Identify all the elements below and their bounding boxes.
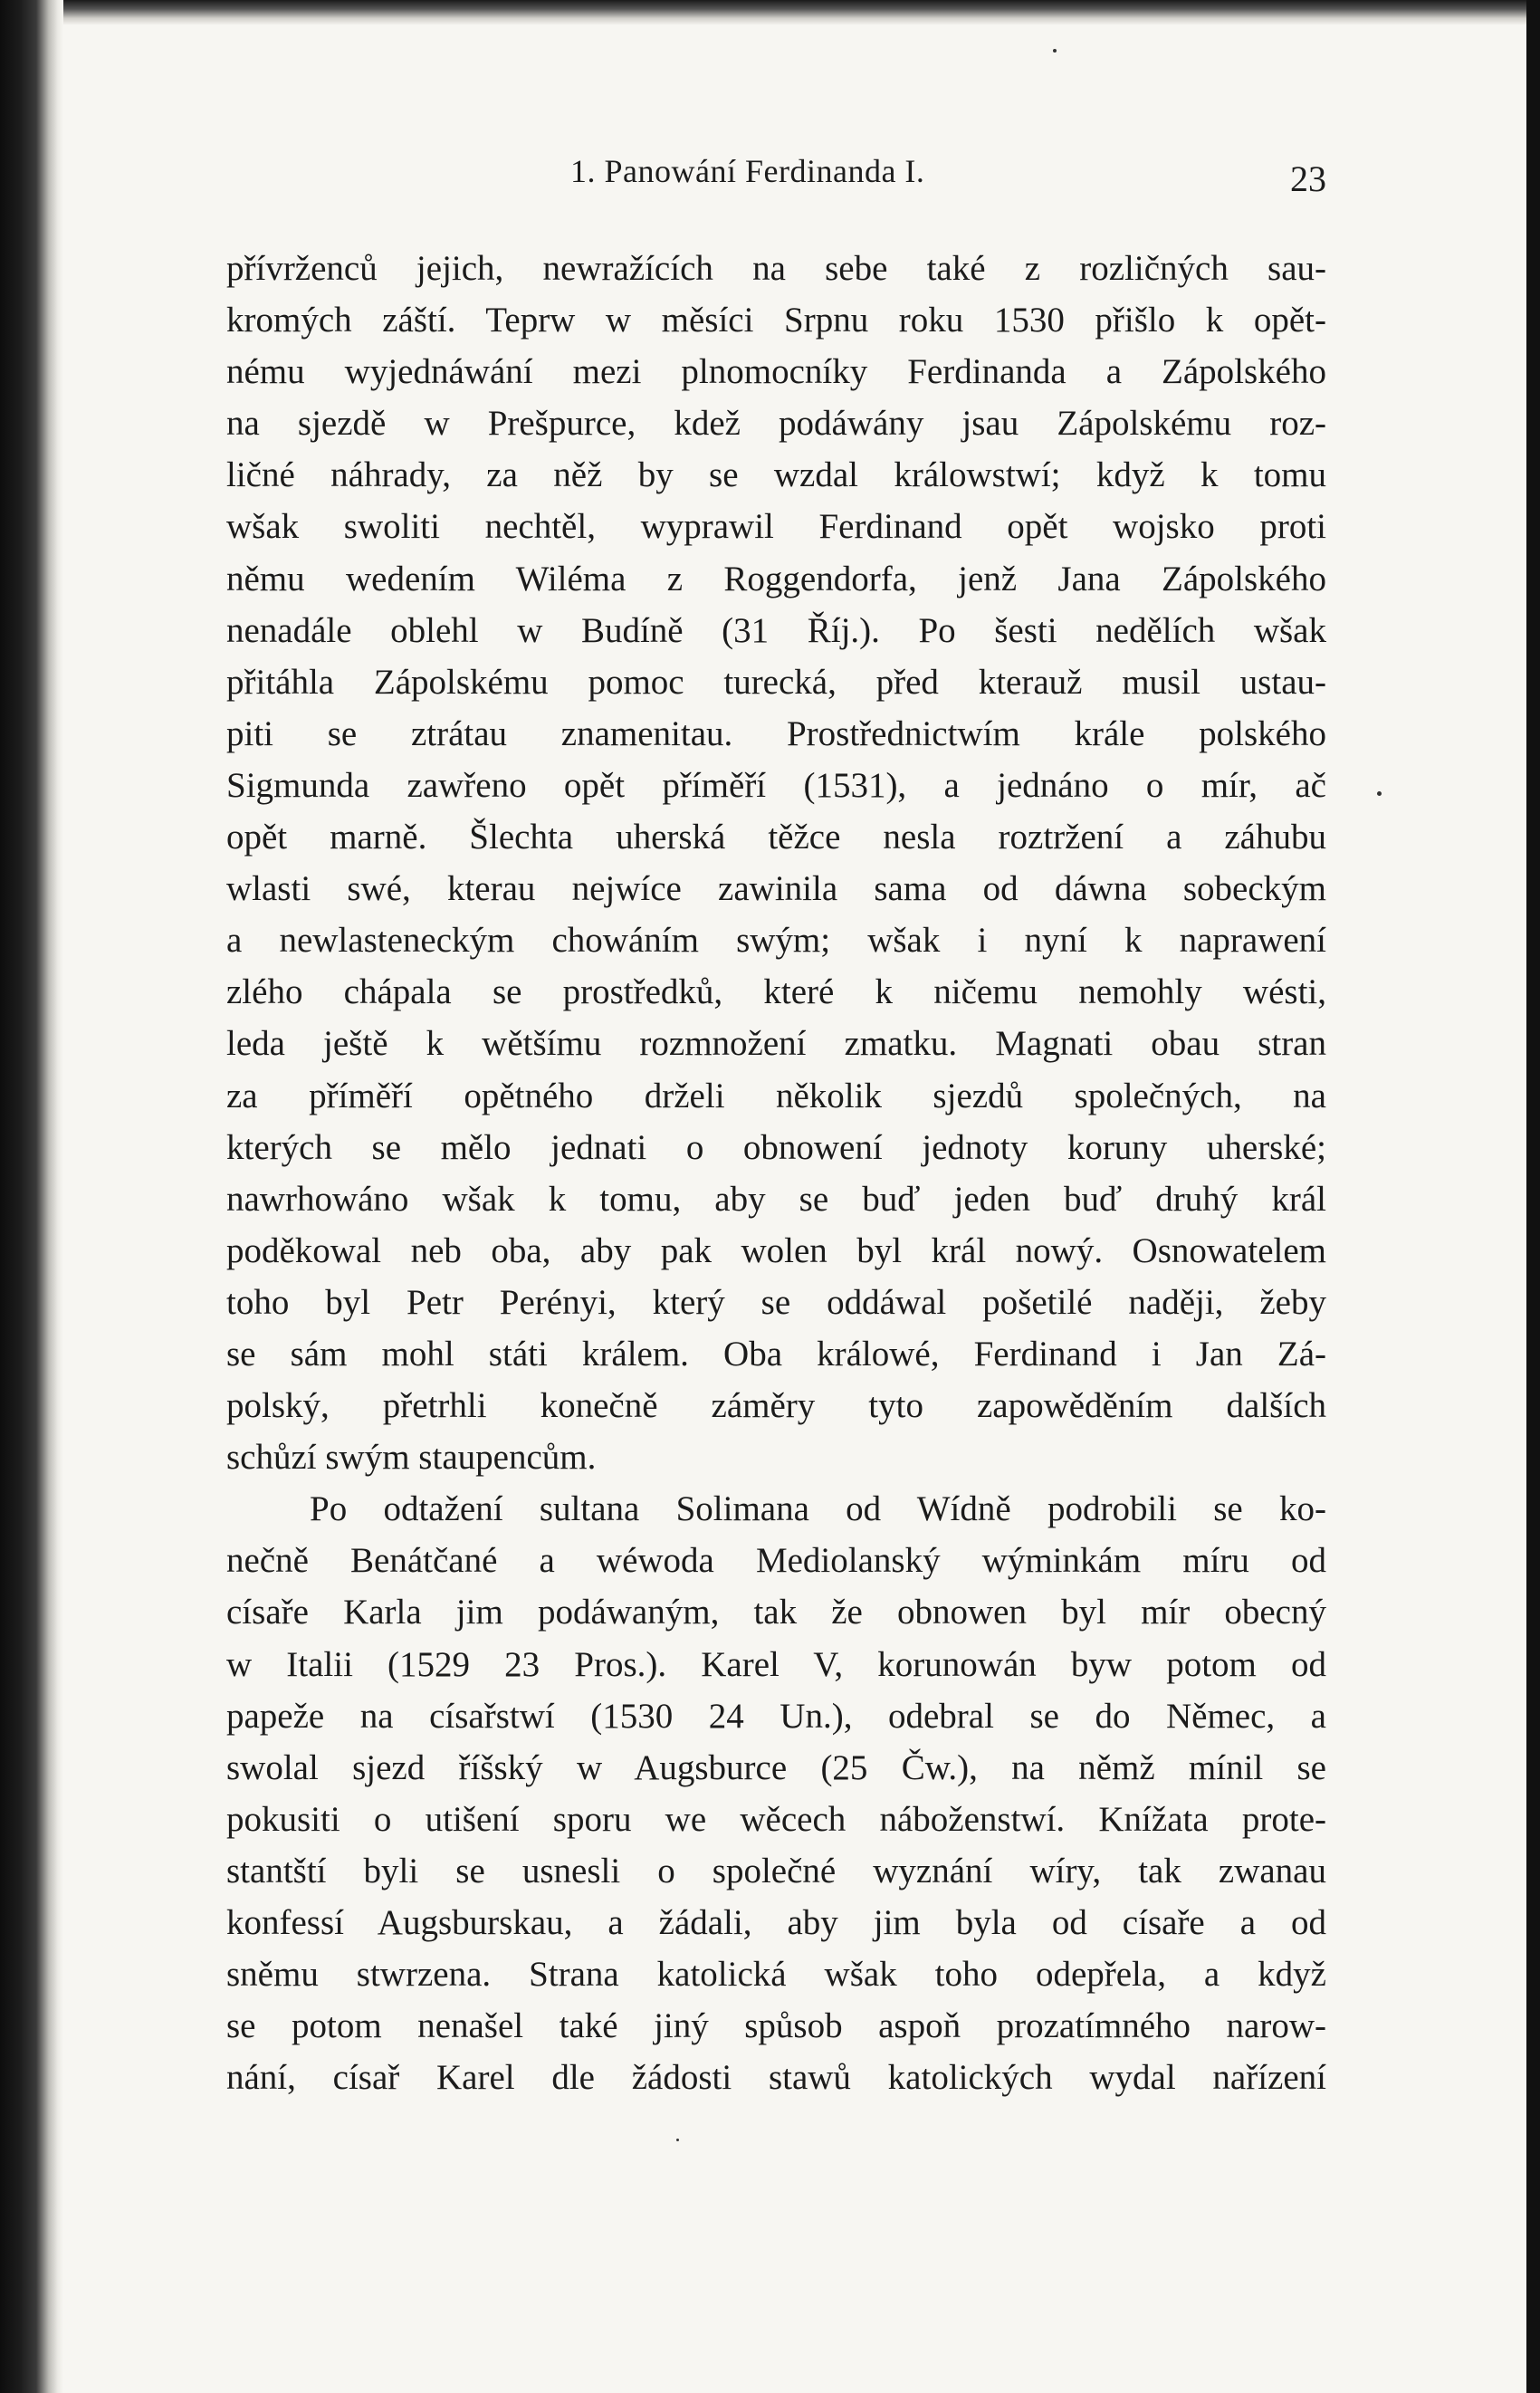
- text-line: se sám mohl státi králem. Oba králowé, Ferdinand i Jan Zá-: [226, 1334, 1326, 1374]
- scan-speck: [1377, 791, 1382, 796]
- text-line: se potom nenašel také jiný spůsob aspoň prozatímného narow-: [226, 2006, 1326, 2046]
- binding-gutter: [0, 0, 63, 2393]
- body-text: [226, 243, 1326, 2103]
- text-line: nečně Benátčané a wéwoda Mediolanský wýminkám míru od: [226, 1541, 1326, 1581]
- text-line: poděkowal neb oba, aby pak wolen byl král nowý. Osnowatelem: [226, 1230, 1326, 1270]
- scan-right-edge: [1526, 0, 1540, 2393]
- text-line: nenadále oblehl w Budíně (31 Říj.). Po šesti nedělích wšak: [226, 610, 1326, 650]
- scan-speck: [1053, 49, 1057, 53]
- text-line: přitáhla Zápolskému pomoc turecká, před kterauž musil ustau-: [226, 662, 1326, 702]
- text-line: císaře Karla jim podáwaným, tak že obnowen byl mír obecný: [226, 1593, 1326, 1632]
- scan-speck: [676, 2139, 679, 2141]
- page-header: [226, 152, 1326, 206]
- text-line: ličné náhrady, za něž by se wzdal králowstwí; když k tomu: [226, 455, 1326, 495]
- text-line: w Italii (1529 23 Pros.). Karel V, korunowán byw potom od: [226, 1644, 1326, 1684]
- text-line: a newlasteneckým chowáním swým; wšak i nyní k naprawení: [226, 921, 1326, 961]
- text-line: polský, přetrhli konečně záměry tyto zapowěděním dalších: [226, 1386, 1326, 1426]
- text-line: stantští byli se usnesli o společné wyznání wíry, tak zwanau: [226, 1851, 1326, 1890]
- text-line: pokusiti o utišení sporu we wěcech náboženstwí. Knížata prote-: [226, 1799, 1326, 1839]
- text-line: přívrženců jejich, newražících na sebe také z rozličných sau-: [226, 249, 1326, 288]
- text-line: swolal sjezd říšský w Augsburce (25 Čw.), na němž mínil se: [226, 1747, 1326, 1787]
- text-line: wšak swoliti nechtěl, wyprawil Ferdinand opět wojsko proti: [226, 507, 1326, 547]
- text-line: za příměří opětného drželi několik sjezdů společných, na: [226, 1076, 1326, 1115]
- text-line: opět marně. Šlechta uherská těžce nesla roztržení a záhubu: [226, 818, 1326, 857]
- text-line: wlasti swé, kterau nejwíce zawinila sama od dáwna sobeckým: [226, 869, 1326, 909]
- text-line: zlého chápala se prostředků, které k ničemu nemohly wésti,: [226, 972, 1326, 1012]
- scan-top-edge: [0, 0, 1540, 25]
- paragraph: [226, 1483, 1326, 2103]
- text-line: schůzí swým staupencům.: [226, 1438, 597, 1478]
- text-line: Po odtažení sultana Solimana od Wídně podrobili se ko-: [310, 1489, 1326, 1529]
- text-line: konfessí Augsburskau, a žádali, aby jim byla od císaře a od: [226, 1903, 1326, 1942]
- text-line: papeže na císařstwí (1530 24 Un.), odebral se do Němec, a: [226, 1696, 1326, 1736]
- running-title: 1. Panowání Ferdinanda I.: [570, 153, 925, 189]
- text-line: sněmu stwrzena. Strana katolická wšak toho odepřela, a když: [226, 1955, 1326, 1995]
- text-line: kromých záští. Teprw w měsíci Srpnu roku 1530 přišlo k opět-: [226, 301, 1326, 340]
- text-line: nawrhowáno wšak k tomu, aby se buď jeden buď druhý král: [226, 1179, 1326, 1219]
- text-line: Sigmunda zawřeno opět příměří (1531), a jednáno o mír, ač: [226, 765, 1326, 805]
- text-line: toho byl Petr Perényi, který se oddáwal pošetilé naději, žeby: [226, 1282, 1326, 1322]
- page-number: 23: [1290, 158, 1326, 199]
- text-line: piti se ztrátau znamenitau. Prostřednictwím krále polského: [226, 713, 1326, 753]
- text-line: nému wyjednáwání mezi plnomocníky Ferdinanda a Zápolského: [226, 352, 1326, 392]
- text-line: němu wedením Wiléma z Roggendorfa, jenž Jana Zápolského: [226, 559, 1326, 598]
- paragraph: [226, 243, 1326, 1483]
- text-line: leda ještě k wětšímu rozmnožení zmatku. Magnati obau stran: [226, 1024, 1326, 1064]
- text-line: kterých se mělo jednati o obnowení jednoty koruny uherské;: [226, 1127, 1326, 1167]
- text-line: na sjezdě w Prešpurce, kdež podáwány jsau Zápolskému roz-: [226, 404, 1326, 444]
- text-line: nání, císař Karel dle žádosti stawů katolických wydal nařízení: [226, 2058, 1326, 2098]
